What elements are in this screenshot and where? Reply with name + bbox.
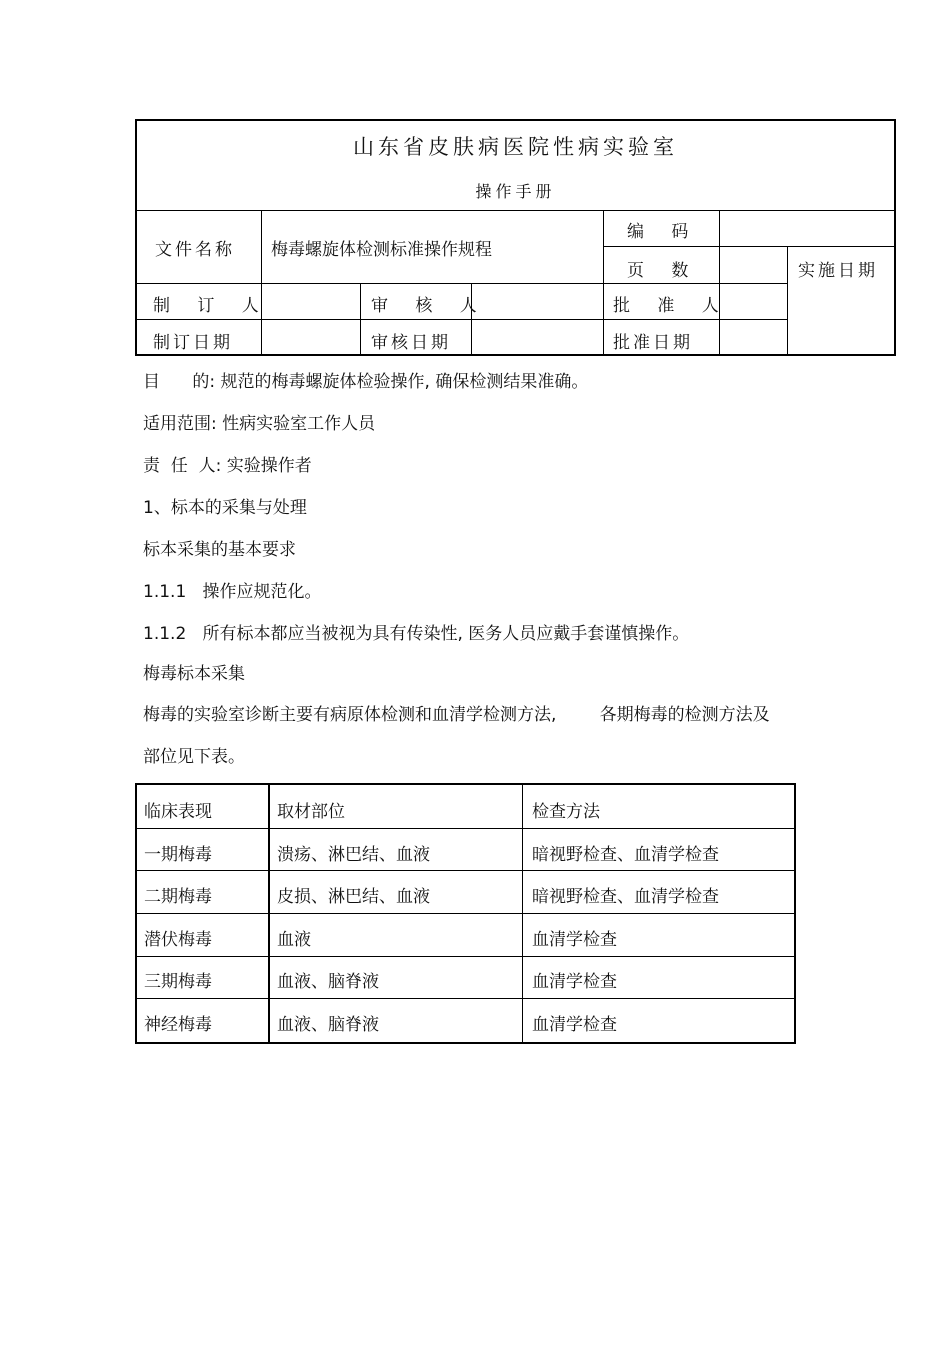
document-header-table bbox=[135, 119, 896, 356]
table-cell: 血清学检查 bbox=[532, 1015, 617, 1035]
table-header: 取材部位 bbox=[277, 802, 345, 822]
table-cell: 二期梅毒 bbox=[144, 887, 212, 907]
header-rule bbox=[603, 246, 894, 247]
table-header: 检查方法 bbox=[532, 802, 600, 822]
pages-label: 页 数 bbox=[627, 261, 700, 281]
table-rule bbox=[268, 785, 270, 1042]
header-title: 山东省皮肤病医院性病实验室 bbox=[353, 135, 678, 159]
item-1-1-1: 1.1.1 操作应规范化。 bbox=[143, 582, 322, 602]
table-rule bbox=[522, 785, 523, 1042]
header-rule bbox=[137, 283, 787, 284]
header-rule bbox=[787, 246, 788, 354]
table-cell: 血清学检查 bbox=[532, 972, 617, 992]
paragraph-line: 部位见下表。 bbox=[143, 747, 245, 767]
subsection-heading: 梅毒标本采集 bbox=[143, 664, 245, 684]
table-cell: 三期梅毒 bbox=[144, 972, 212, 992]
review-date-label: 审核日期 bbox=[371, 333, 451, 353]
table-cell: 暗视野检查、血清学检查 bbox=[532, 887, 719, 907]
header-rule bbox=[137, 210, 894, 211]
scope-line: 适用范围: 性病实验室工作人员 bbox=[143, 414, 376, 434]
drafter-label: 制 订 人 bbox=[153, 296, 270, 316]
responsible-line: 责 任 人: 实验操作者 bbox=[143, 456, 312, 476]
table-cell: 血液、脑脊液 bbox=[277, 1015, 379, 1035]
table-cell: 一期梅毒 bbox=[144, 845, 212, 865]
approver-label: 批 准 人 bbox=[613, 296, 730, 316]
table-rule bbox=[137, 998, 794, 999]
table-cell: 潜伏梅毒 bbox=[144, 930, 212, 950]
header-rule bbox=[719, 210, 720, 354]
item-1-1-2: 1.1.2 所有标本都应当被视为具有传染性, 医务人员应戴手套谨慎操作。 bbox=[143, 624, 690, 644]
draft-date-label: 制订日期 bbox=[153, 333, 233, 353]
effective-date-label: 实施日期 bbox=[798, 261, 878, 281]
code-label: 编 码 bbox=[627, 222, 700, 242]
table-rule bbox=[137, 870, 794, 871]
doc-name-value: 梅毒螺旋体检测标准操作规程 bbox=[271, 240, 492, 260]
table-rule bbox=[137, 828, 794, 829]
table-header: 临床表现 bbox=[144, 802, 212, 822]
subsection-heading: 标本采集的基本要求 bbox=[143, 540, 296, 560]
header-rule bbox=[261, 210, 262, 354]
doc-name-label: 文件名称 bbox=[155, 240, 235, 260]
syphilis-method-table bbox=[135, 783, 796, 1044]
section-heading: 1、标本的采集与处理 bbox=[143, 498, 307, 518]
header-rule bbox=[360, 283, 361, 354]
table-rule bbox=[137, 956, 794, 957]
table-cell: 皮损、淋巴结、血液 bbox=[277, 887, 430, 907]
header-rule bbox=[603, 210, 604, 354]
table-rule bbox=[137, 913, 794, 914]
purpose-line: 目 的: 规范的梅毒螺旋体检验操作, 确保检测结果准确。 bbox=[143, 372, 589, 392]
table-cell: 暗视野检查、血清学检查 bbox=[532, 845, 719, 865]
table-cell: 血液 bbox=[277, 930, 311, 950]
header-rule bbox=[137, 319, 787, 320]
approve-date-label: 批准日期 bbox=[613, 333, 693, 353]
table-cell: 神经梅毒 bbox=[144, 1015, 212, 1035]
paragraph-line: 梅毒的实验室诊断主要有病原体检测和血清学检测方法, 各期梅毒的检测方法及 bbox=[143, 705, 770, 725]
reviewer-label: 审 核 人 bbox=[371, 296, 488, 316]
table-cell: 溃疡、淋巴结、血液 bbox=[277, 845, 430, 865]
table-cell: 血清学检查 bbox=[532, 930, 617, 950]
header-subtitle: 操作手册 bbox=[475, 182, 556, 201]
table-cell: 血液、脑脊液 bbox=[277, 972, 379, 992]
